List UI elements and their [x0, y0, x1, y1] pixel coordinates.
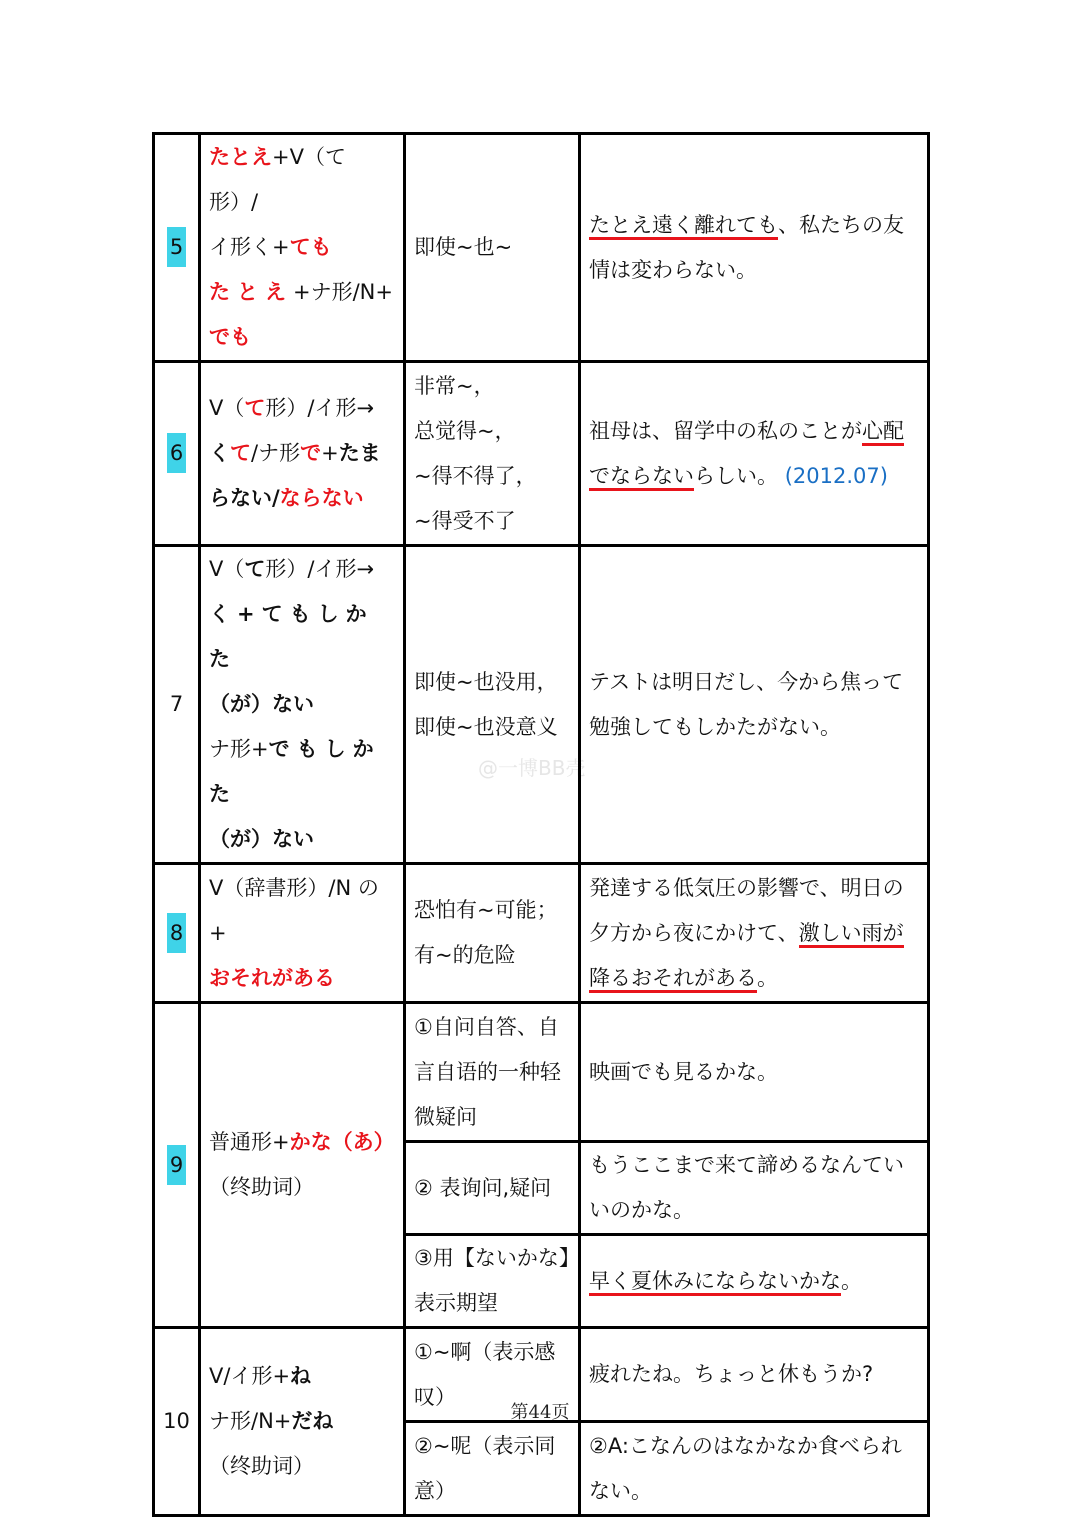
- example-sentence: 映画でも見るかな。: [580, 1003, 929, 1142]
- watermark: @一博BB壳: [478, 756, 586, 780]
- grammar-pattern: たとえ+V（て形）/ イ形く+ても たとえ+ナ形/N+ でも: [200, 134, 405, 362]
- page-number: 第44页: [510, 1402, 570, 1423]
- meaning: 非常~， 总觉得~， ~得不得了， ~得受不了: [405, 362, 580, 546]
- table-row: [154, 864, 929, 1003]
- row-number: 5: [154, 134, 200, 362]
- table-row: [154, 1003, 929, 1142]
- row-number: 10: [154, 1328, 200, 1516]
- example-sentence: 疲れたね。ちょっと休もうか?: [580, 1328, 929, 1422]
- example-sentence: 発達する低気圧の影響で、明日の夕方から夜にかけて、激しい雨が降るおそれがある。: [580, 864, 929, 1003]
- row-number: 9: [154, 1003, 200, 1328]
- meaning: 恐怕有~可能； 有~的危险: [405, 864, 580, 1003]
- meaning: ①~啊（表示感叹）: [405, 1328, 580, 1422]
- table-row: [154, 362, 929, 546]
- meaning: ①自问自答、自言自语的一种轻微疑问: [405, 1003, 580, 1142]
- table-row: [154, 546, 929, 864]
- row-number: 6: [154, 362, 200, 546]
- grammar-pattern: 普通形+かな（あ） （终助词）: [200, 1003, 405, 1328]
- table-row: [154, 134, 929, 362]
- meaning: 即使~也没用， 即使~也没意义: [405, 546, 580, 864]
- grammar-table: [152, 132, 930, 1517]
- example-sentence: たとえ遠く離れても、私たちの友情は変わらない。: [580, 134, 929, 362]
- meaning: ③用【ないかな】表示期望: [405, 1235, 580, 1328]
- row-number: 8: [154, 864, 200, 1003]
- meaning: ②~呢（表示同意）: [405, 1422, 580, 1516]
- meaning: 即使~也~: [405, 134, 580, 362]
- example-sentence: 祖母は、留学中の私のことが心配でならないらしい。 (2012.07): [580, 362, 929, 546]
- grammar-pattern: V（て形）/イ形→ くて/ナ形で+たまらない/ならない: [200, 362, 405, 546]
- grammar-pattern: V（辞書形）/N の+ おそれがある: [200, 864, 405, 1003]
- meaning: ② 表询问,疑问: [405, 1142, 580, 1235]
- example-sentence: ②A:こなんのはなかなか食べられない。: [580, 1422, 929, 1516]
- row-number: 7: [154, 546, 200, 864]
- grammar-pattern: V/イ形+ね ナ形/N+だね （终助词）: [200, 1328, 405, 1516]
- example-sentence: もうここまで来て諦めるなんていいのかな。: [580, 1142, 929, 1235]
- example-sentence: 早く夏休みにならないかな。: [580, 1235, 929, 1328]
- grammar-pattern: V（て形）/イ形→ く+てもしかた （が）ない ナ形+でもしかた （が）ない: [200, 546, 405, 864]
- example-sentence: テストは明日だし、今から焦って勉強してもしかたがない。: [580, 546, 929, 864]
